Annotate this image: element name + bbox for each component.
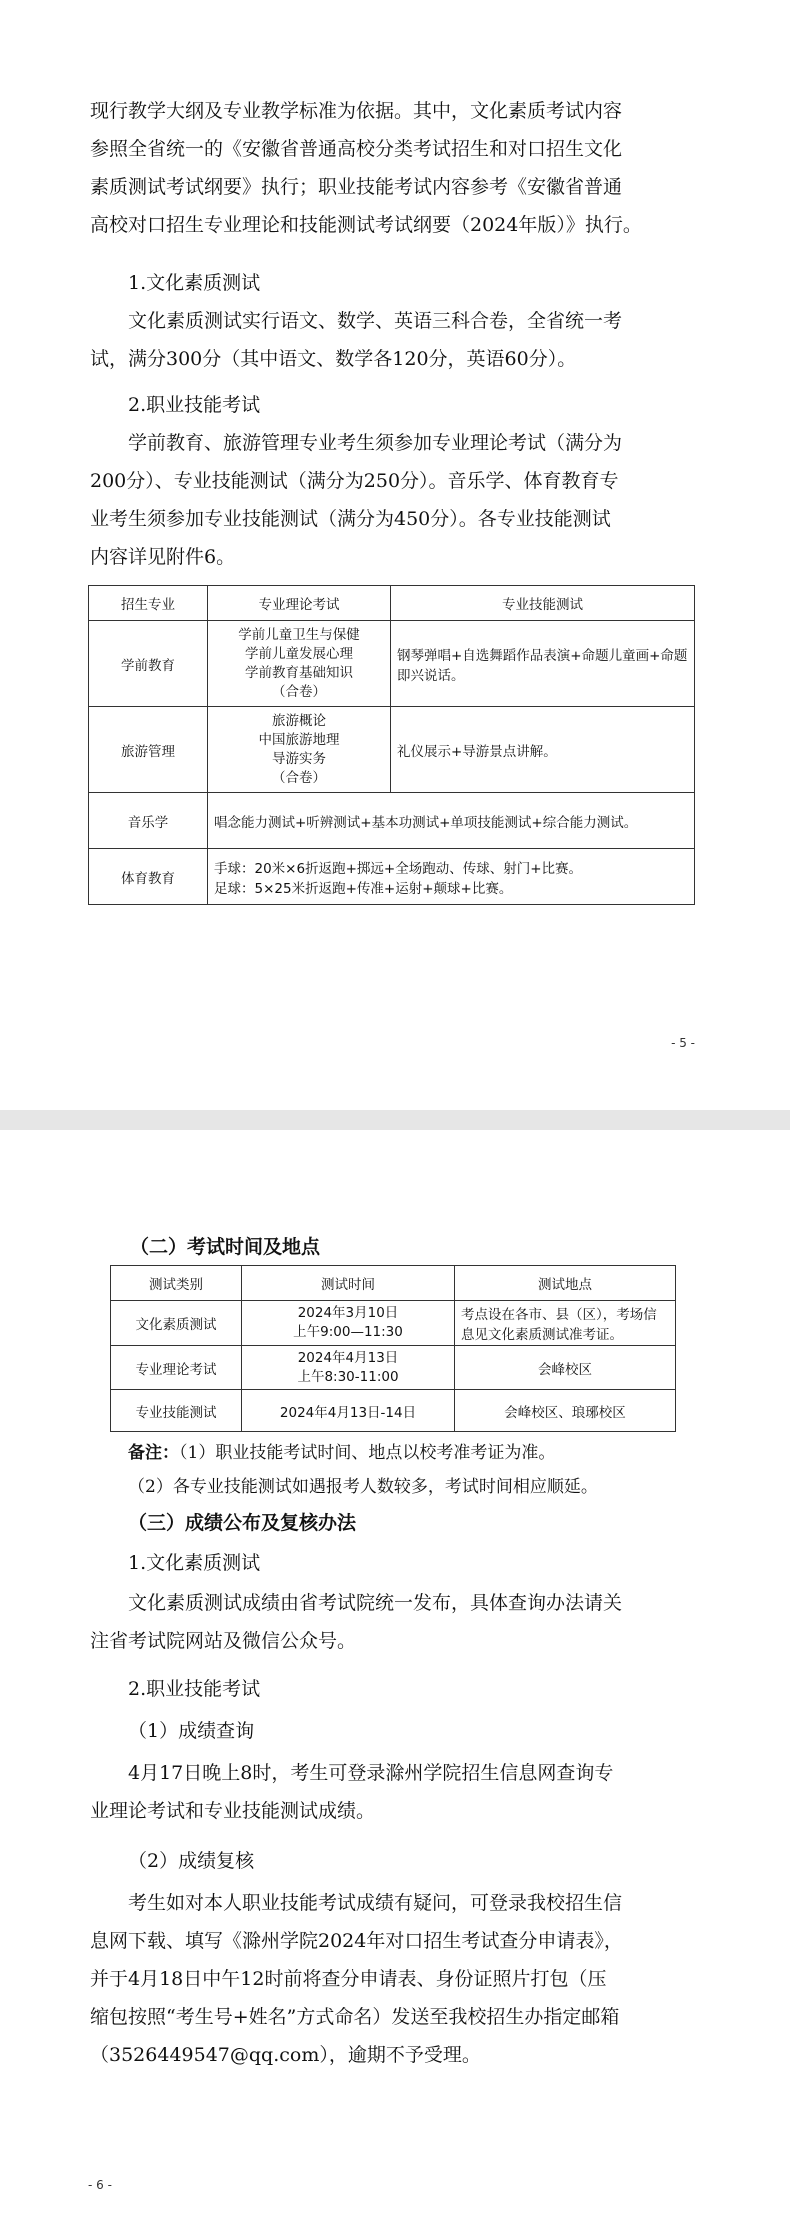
table-header-row — [111, 1266, 676, 1301]
subsection-score-review: （2）成绩复核 — [128, 1850, 255, 1872]
place-cell: 会峰校区 — [455, 1346, 676, 1390]
table-header-row — [89, 586, 695, 621]
time-cell: 2024年3月10日 上午9:00—11:30 — [242, 1301, 455, 1346]
table-row — [111, 1301, 676, 1346]
table-row — [89, 849, 695, 905]
skill-cell: 礼仪展示+导游景点讲解。 — [391, 707, 695, 793]
note-2: （2）各专业技能测试如遇报考人数较多，考试时间相应顺延。 — [128, 1477, 598, 1497]
page-number: - 6 - — [88, 2178, 112, 2192]
table-row — [89, 621, 695, 707]
heading-exam-time-place: （二）考试时间及地点 — [130, 1236, 321, 1258]
combined-cell: 手球：20米×6折返跑+掷远+全场跑动、传球、射门+比赛。 足球：5×25米折返跑+传准+运射+颠球+比赛。 — [208, 849, 695, 905]
place-cell: 考点设在各市、县（区），考场信息见文化素质测试准考证。 — [455, 1301, 676, 1346]
section-title-skill: 2.职业技能考试 — [128, 1678, 261, 1700]
note-label: 备注： — [128, 1443, 179, 1463]
type-cell: 文化素质测试 — [111, 1301, 242, 1346]
page-number: - 5 - — [671, 1036, 695, 1050]
culture-paragraph: 文化素质测试实行语文、数学、英语三科合卷，全省统一考 试，满分300分（其中语文、数学各120分，英语60分）。 — [90, 310, 623, 370]
skill-test-table — [88, 585, 695, 905]
note-1: 备注：（1）职业技能考试时间、地点以校考准考证为准。 — [128, 1443, 556, 1463]
score-query-paragraph: 4月17日晚上8时，考生可登录滁州学院招生信息网查询专 业理论考试和专业技能测试成绩。 — [90, 1762, 614, 1822]
table-row — [111, 1390, 676, 1432]
major-cell: 体育教育 — [89, 849, 208, 905]
section-title-culture: 1.文化素质测试 — [128, 272, 261, 294]
major-cell: 旅游管理 — [89, 707, 208, 793]
table-row — [89, 793, 695, 849]
exam-schedule-table — [110, 1265, 676, 1432]
table-header: 测试类别 — [111, 1266, 242, 1301]
major-cell: 学前教育 — [89, 621, 208, 707]
section-title-culture: 1.文化素质测试 — [128, 1552, 261, 1574]
table-row — [89, 707, 695, 793]
table-header: 测试地点 — [455, 1266, 676, 1301]
heading-score-review: （三）成绩公布及复核办法 — [128, 1512, 357, 1534]
score-review-paragraph: 考生如对本人职业技能考试成绩有疑问，可登录我校招生信 息网下载、填写《滁州学院2024年对口招生考试查分申请表》， 并于4月18日中午12时前将查分申请表、身份证照片打包（压 缩包按照“考生号+姓名”方式命名）发送至我校招生办指定邮箱 （3526449547@qq.com），逾期不予受理。 — [90, 1892, 623, 2066]
skill-cell: 钢琴弹唱+自选舞蹈作品表演+命题儿童画+命题即兴说话。 — [391, 621, 695, 707]
time-cell: 2024年4月13日-14日 — [242, 1390, 455, 1432]
major-cell: 音乐学 — [89, 793, 208, 849]
table-row — [111, 1346, 676, 1390]
time-cell: 2024年4月13日 上午8:30-11:00 — [242, 1346, 455, 1390]
combined-cell: 唱念能力测试+听辨测试+基本功测试+单项技能测试+综合能力测试。 — [208, 793, 695, 849]
subsection-score-query: （1）成绩查询 — [128, 1720, 255, 1742]
theory-cell: 学前儿童卫生与保健 学前儿童发展心理 学前教育基础知识 （合卷） — [208, 621, 391, 707]
table-header: 专业理论考试 — [208, 586, 391, 621]
theory-cell: 旅游概论 中国旅游地理 导游实务 （合卷） — [208, 707, 391, 793]
culture-score-paragraph: 文化素质测试成绩由省考试院统一发布，具体查询办法请关 注省考试院网站及微信公众号。 — [90, 1592, 623, 1652]
table-header: 招生专业 — [89, 586, 208, 621]
section-title-skill: 2.职业技能考试 — [128, 394, 261, 416]
table-header: 专业技能测试 — [391, 586, 695, 621]
page-6 — [0, 1130, 790, 2213]
table-header: 测试时间 — [242, 1266, 455, 1301]
type-cell: 专业技能测试 — [111, 1390, 242, 1432]
place-cell: 会峰校区、琅琊校区 — [455, 1390, 676, 1432]
intro-paragraph: 现行教学大纲及专业教学标准为依据。其中，文化素质考试内容 参照全省统一的《安徽省普通高校分类考试招生和对口招生文化 素质测试考试纲要》执行；职业技能考试内容参考《安徽省普通 高校对口招生专业理论和技能测试考试纲要（2024年版）》执行。 — [90, 100, 642, 236]
skill-paragraph: 学前教育、旅游管理专业考生须参加专业理论考试（满分为 200分）、专业技能测试（满分为250分）。音乐学、体育教育专 业考生须参加专业技能测试（满分为450分）。各专业技能测试 内容详见附件6。 — [90, 432, 623, 568]
type-cell: 专业理论考试 — [111, 1346, 242, 1390]
